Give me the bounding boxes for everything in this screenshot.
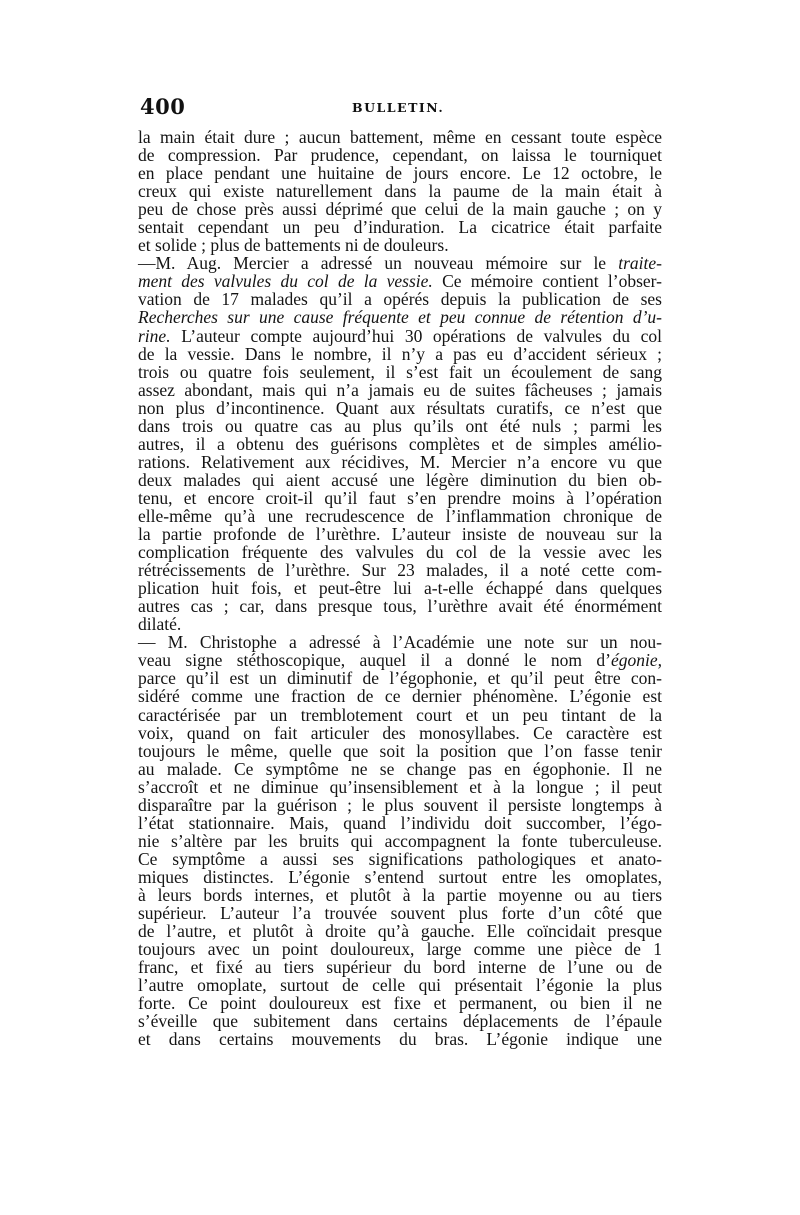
text-line: tenu, et encore croit-il qu’il faut s’en prendre moins à l’opération — [138, 487, 662, 508]
text-line: autres cas ; car, dans presque tous, l’urèthre avait été énormément — [138, 596, 662, 617]
text-line: et solide ; plus de battements ni de douleurs. — [138, 235, 449, 256]
text-line: plication huit fois, et peut-être lui a-t-elle échappé dans quelques — [138, 578, 662, 599]
text-line: supérieur. L’auteur l’a trouvée souvent plus forte d’un côté que — [138, 903, 662, 924]
italic-text: ment des valvules du col de la vessie. — [138, 271, 433, 292]
text-line: toujours le même, quelle que soit la position que l’on fasse tenir — [138, 740, 662, 761]
text-line: complication fréquente des valvules du col de la vessie avec les — [138, 542, 662, 563]
text-line: autres, il a obtenu des guérisons complètes et de simples amélio- — [138, 433, 662, 454]
text-line: voix, quand on fait articuler des monosyllabes. Ce caractère est — [138, 722, 662, 743]
text-line: l’état stationnaire. Mais, quand l’individu doit succomber, l’égo- — [138, 812, 662, 833]
text-line: — M. Christophe a adressé à l’Académie une note sur un nou- — [138, 632, 662, 653]
text-line: assez abondant, mais qui n’a jamais eu de suites fâcheuses ; jamais — [138, 379, 662, 400]
text-line: s’accroît et ne diminue qu’insensiblement et à la longue ; il peut — [138, 776, 662, 797]
page-header — [138, 94, 662, 124]
text-line: ment des valvules du col de la vessie. Ce mémoire contient l’obser- — [138, 271, 662, 292]
text-line: elle-même qu’à une recrudescence de l’inflammation chronique de — [138, 505, 662, 526]
text-line: la main était dure ; aucun battement, même en cessant toute espèce — [138, 127, 662, 147]
text-line: au malade. Ce symptôme ne se change pas en égophonie. Il ne — [138, 758, 662, 779]
italic-text: Recherches sur une cause fréquente et peu connue de rétention d’u- — [138, 307, 662, 328]
italic-text: égonie, — [610, 650, 662, 671]
text-line: miques distinctes. L’égonie s’entend surtout entre les omoplates, — [138, 866, 662, 887]
text-line: sentait cependant un peu d’induration. La cicatrice était parfaite — [138, 217, 662, 238]
text-line: parce qu’il est un diminutif de l’égophonie, et qu’il peut être con- — [138, 668, 662, 689]
text-line: veau signe stéthoscopique, auquel il a donné le nom d’égonie, — [138, 650, 662, 671]
text-line: Ce symptôme a aussi ses significations pathologiques et anato- — [138, 848, 662, 869]
text-line: caractérisée par un tremblotement court et un peu tintant de la — [138, 704, 662, 725]
text-line: trois ou quatre fois seulement, il s’est fait un écoulement de sang — [138, 361, 662, 382]
page-number: 400 — [140, 94, 186, 119]
text-line: en place pendant une huitaine de jours encore. Le 12 octobre, le — [138, 163, 662, 184]
text-line — [138, 308, 662, 326]
text-line: creux qui existe naturellement dans la paume de la main était à — [138, 181, 662, 202]
running-head: BULLETIN. — [352, 100, 445, 115]
text-line: dans trois ou quatre cas au plus qu’ils ont été nuls ; parmi les — [138, 415, 662, 436]
text-line: forte. Ce point douloureux est fixe et permanent, ou bien il ne — [138, 993, 662, 1014]
text-line: s’éveille que subitement dans certains déplacements de l’épaule — [138, 1011, 662, 1032]
text-line: sidéré comme une fraction de ce dernier phénomène. L’égonie est — [138, 686, 662, 707]
text-line: de la vessie. Dans le nombre, il n’y a pas eu d’accident sérieux ; — [138, 343, 662, 364]
text-line: peu de chose près aussi déprimé que celui de la main gauche ; on y — [138, 199, 662, 220]
text-line: de l’autre, et plutôt à droite qu’à gauche. Elle coïncidait presque — [138, 921, 662, 942]
text-line: la partie profonde de l’urèthre. L’auteur insiste de nouveau sur la — [138, 524, 662, 545]
body-text — [138, 128, 662, 1048]
text-line: et dans certains mouvements du bras. L’égonie indique une — [138, 1029, 662, 1050]
text-line: à leurs bords internes, et plutôt à la partie moyenne ou au tiers — [138, 884, 662, 905]
text-line: vation de 17 malades qu’il a opérés depuis la publication de ses — [138, 289, 662, 310]
italic-text: traite- — [618, 253, 662, 274]
text-line: —M. Aug. Mercier a adressé un nouveau mémoire sur le traite- — [138, 253, 662, 274]
text-line: rations. Relativement aux récidives, M. Mercier n’a encore vu que — [138, 451, 662, 472]
text-line: toujours avec un point douloureux, large comme une pièce de 1 — [138, 939, 662, 960]
text-line: dilaté. — [138, 614, 182, 635]
text-line: non plus d’incontinence. Quant aux résultats curatifs, ce n’est que — [138, 397, 662, 418]
text-line: franc, et fixé au tiers supérieur du bord interne de l’une ou de — [138, 957, 662, 978]
text-line: nie s’altère par les bruits qui accompagnent la fonte tuberculeuse. — [138, 830, 662, 851]
text-line: de compression. Par prudence, cependant, on laissa le tourniquet — [138, 145, 662, 166]
text-line: disparaître par la guérison ; le plus souvent il persiste longtemps à — [138, 794, 662, 815]
italic-text: rine. — [138, 325, 171, 346]
text-line: deux malades qui aient accusé une légère diminution du bien ob- — [138, 469, 662, 490]
text-line: rétrécissements de l’urèthre. Sur 23 malades, il a noté cette com- — [138, 560, 662, 581]
text-line: l’autre omoplate, surtout de celle qui présentait l’égonie la plus — [138, 975, 662, 996]
text-line: rine. L’auteur compte aujourd’hui 30 opérations de valvules du col — [138, 325, 662, 346]
